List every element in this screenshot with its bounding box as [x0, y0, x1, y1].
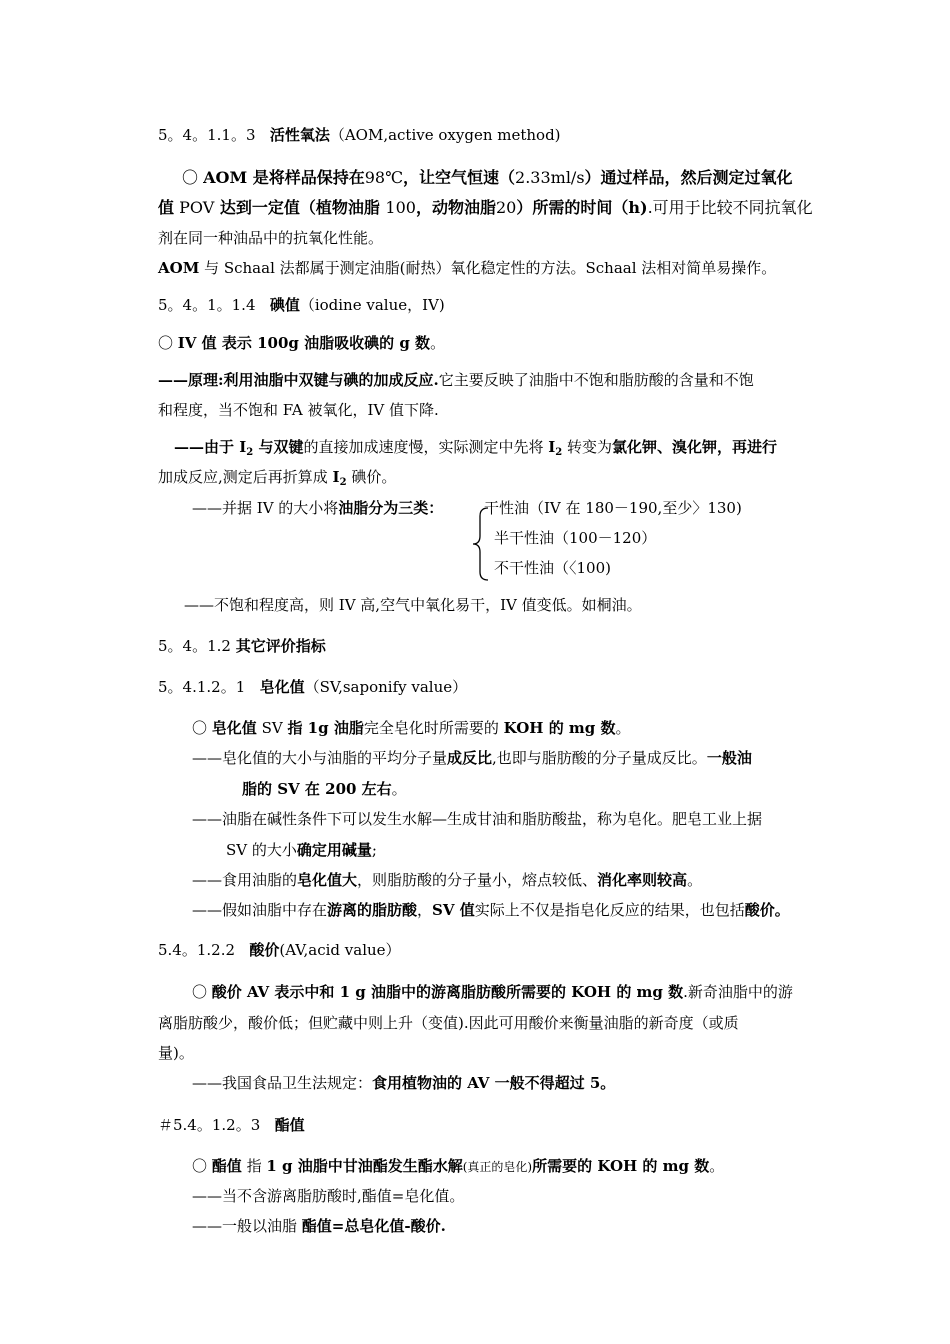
text: AOM 是将样品保持在	[203, 168, 365, 187]
text: 指 1g 油脂	[287, 719, 364, 737]
text: 。	[391, 780, 407, 798]
text: ,也即与脂肪酸的分子量成反比。	[492, 749, 707, 767]
iv-principle-line2: 和程度，当不饱和 FA 被氧化，IV 值下降.	[158, 401, 439, 419]
section-subtitle: （iodine value，IV)	[299, 296, 445, 314]
iv-definition	[158, 333, 445, 353]
text: ）所需的时间（h)	[516, 198, 648, 217]
text: I	[332, 468, 340, 486]
circle-bullet-icon: 〇	[192, 719, 212, 737]
text: 100	[385, 198, 416, 217]
text: (真正的皂化)	[462, 1160, 533, 1174]
aom-schaal-note	[158, 258, 776, 278]
text: 2	[555, 447, 563, 458]
circle-bullet-icon: 〇	[192, 1157, 212, 1175]
sv-note4	[192, 900, 790, 920]
ev-note2	[192, 1216, 446, 1236]
text: ——假如油脂中存在	[192, 901, 328, 919]
text: ，	[417, 901, 433, 919]
section-title: 其它评价指标	[235, 637, 326, 655]
section-title: 活性氧法	[269, 126, 330, 144]
text: 酯值	[211, 1157, 242, 1175]
text: 2.33ml/s	[515, 168, 585, 187]
sv-note1-line2	[242, 779, 407, 799]
text: 酸价。	[744, 901, 790, 919]
text: ——原理:利用油脂中双键与碘的加成反应.	[158, 371, 439, 389]
iv-principle-line1	[158, 370, 754, 390]
text: 消化率则较高	[597, 871, 688, 889]
text: ;	[371, 841, 377, 859]
text: ——食用油脂的	[192, 871, 298, 889]
section-subtitle: (AV,acid value）	[279, 941, 401, 959]
section-number: 5。4。1.2	[158, 637, 231, 655]
section-number: 5。4.1.2。1	[158, 678, 246, 696]
text: ，让空气恒速（	[403, 168, 516, 187]
text: 与 Schaal 法都属于测定油脂(耐热）氧化稳定性的方法。Schaal 法相对简单易操作。	[199, 259, 777, 277]
section-subtitle: （SV,saponify value）	[304, 678, 468, 696]
av-definition-line1	[192, 982, 793, 1002]
section-title: 酯值	[274, 1116, 305, 1134]
text: ——一般以油脂	[192, 1217, 302, 1235]
text: IV 值 表示 100g 油脂吸收碘的 g 数	[177, 334, 431, 352]
section-heading-iv	[158, 295, 445, 315]
iv-class-drying-oil: 干性油（IV 在 180－190,至少〉130)	[484, 499, 742, 517]
text: 1 g 油脂中甘油酯发生酯水解	[266, 1157, 463, 1175]
section-heading-aom	[158, 125, 561, 145]
text: 。	[709, 1157, 725, 1175]
text: ，动物油脂	[415, 198, 496, 217]
text: I	[548, 438, 556, 456]
section-title: 碘值	[269, 296, 300, 314]
text: 酸价 AV 表示中和 1 g 油脂中的游离脂肪酸所需要的 KOH 的 mg 数	[211, 983, 684, 1001]
text: AOM	[158, 259, 200, 277]
circle-bullet-icon: 〇	[182, 168, 204, 187]
text: 游离的脂肪酸	[327, 901, 418, 919]
text: .可用于比较不同抗氧化	[647, 198, 813, 217]
text: ——皂化值的大小与油脂的平均分子量	[192, 749, 448, 767]
text: 食用植物油的 AV 一般不得超过 5。	[372, 1074, 616, 1092]
text: 。	[687, 871, 703, 889]
section-heading-ev	[158, 1115, 305, 1135]
aom-definition-line3: 剂在同一种油品中的抗氧化性能。	[158, 229, 384, 247]
section-number: 5。4。1.1。3	[158, 126, 256, 144]
section-title: 酸价	[249, 941, 280, 959]
text: ——我国食品卫生法规定：	[192, 1074, 373, 1092]
text: 碘价。	[346, 468, 397, 486]
iv-class-semi-drying-oil: 半干性油（100－120）	[494, 529, 657, 547]
text: ，则脂肪酸的分子量小，熔点较低、	[357, 871, 598, 889]
text: SV	[256, 719, 288, 737]
text: 成反比	[447, 749, 493, 767]
text: 98℃	[364, 168, 403, 187]
section-number: 5。4。1。1.4	[158, 296, 256, 314]
text: ——并据 IV 的大小将	[192, 499, 339, 517]
circle-bullet-icon: 〇	[158, 334, 178, 352]
av-law-note	[192, 1073, 615, 1093]
section-title: 皂化值	[259, 678, 305, 696]
iv-method-line1	[174, 437, 777, 463]
text: POV	[174, 198, 215, 217]
text: 。	[615, 719, 631, 737]
text: 酯值=总皂化值-酸价.	[301, 1217, 446, 1235]
text: ——由于 I	[174, 438, 247, 456]
text: 指	[241, 1157, 267, 1175]
text: 20	[495, 198, 517, 217]
av-definition-line3: 量)。	[158, 1044, 194, 1062]
text: 与双键	[253, 438, 304, 456]
text: 氯化钾、溴化钾，再进行	[612, 438, 778, 456]
text: SV 值	[432, 901, 475, 919]
text: 皂化值	[211, 719, 257, 737]
sv-definition	[192, 718, 631, 738]
text: 实际上不仅是指皂化反应的结果，也包括	[474, 901, 745, 919]
sv-note3	[192, 870, 702, 890]
iv-note: ——不饱和程度高，则 IV 高,空气中氧化易干，IV 值变低。如桐油。	[184, 596, 642, 614]
sv-note1-line1	[192, 748, 752, 768]
text: 2	[246, 447, 254, 458]
sv-note2-line2	[226, 840, 377, 860]
aom-definition-line2	[158, 198, 813, 218]
section-heading-sv	[158, 677, 467, 697]
iv-classification-intro	[192, 498, 443, 518]
text: 达到一定值（植物油脂	[214, 198, 386, 217]
text: 转变为	[562, 438, 613, 456]
text: 它主要反映了油脂中不饱和脂肪酸的含量和不饱	[438, 371, 754, 389]
text: 。	[430, 334, 446, 352]
iv-class-non-drying-oil: 不干性油（〈100)	[494, 559, 611, 577]
text: KOH 的 mg 数	[503, 719, 616, 737]
text: 油脂分为三类：	[338, 499, 444, 517]
section-heading-other	[158, 636, 326, 656]
section-number: 5.4。1.2.2	[158, 941, 236, 959]
section-subtitle: （AOM,active oxygen method)	[329, 126, 561, 144]
text: 所需要的 KOH 的 mg 数	[532, 1157, 710, 1175]
circle-bullet-icon: 〇	[192, 983, 212, 1001]
sv-note2-line1: ——油脂在碱性条件下可以发生水解—生成甘油和脂肪酸盐，称为皂化。肥皂工业上据	[192, 810, 763, 828]
text: 值	[158, 198, 175, 217]
av-definition-line2: 离脂肪酸少，酸价低；但贮藏中则上升（变值).因此可用酸价来衡量油脂的新奇度（或质	[158, 1014, 739, 1032]
ev-note1: ——当不含游离脂肪酸时,酯值=皂化值。	[192, 1187, 465, 1205]
iv-method-line2	[158, 467, 396, 493]
aom-definition-line1	[182, 168, 793, 188]
text: 加成反应,测定后再折算成	[158, 468, 333, 486]
text: 完全皂化时所需要的	[363, 719, 504, 737]
section-heading-av	[158, 940, 401, 960]
ev-definition	[192, 1156, 724, 1177]
text: 确定用碱量	[296, 841, 372, 859]
section-number: ＃5.4。1.2。3	[158, 1116, 261, 1134]
text: 2	[339, 477, 347, 488]
text: .新奇油脂中的游	[683, 983, 793, 1001]
text: 皂化值大	[297, 871, 358, 889]
text: 的直接加成速度慢，实际测定中先将	[303, 438, 549, 456]
text: 一般油	[706, 749, 752, 767]
text: SV 的大小	[226, 841, 297, 859]
text: ）通过样品，然后测定过氧化	[584, 168, 793, 187]
text: 脂的 SV 在 200 左右	[242, 780, 392, 798]
